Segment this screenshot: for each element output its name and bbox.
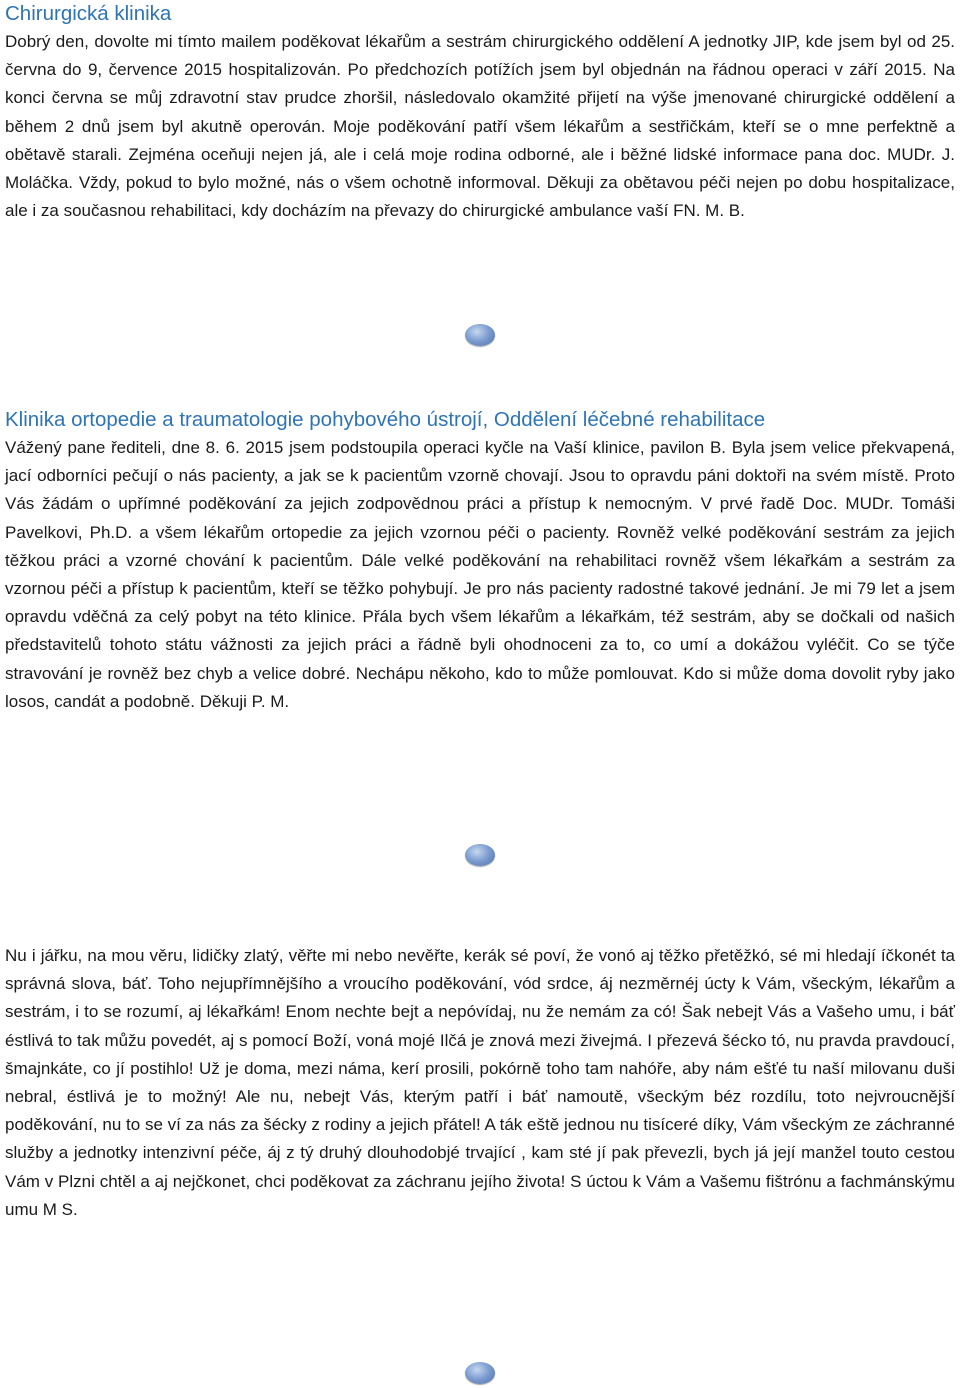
- section-heading: Klinika ortopedie a traumatologie pohybového ústrojí, Oddělení léčebné rehabilitace: [5, 408, 766, 431]
- section-body: Vážený pane řediteli, dne 8. 6. 2015 jsem podstoupila operaci kyčle na Vaší klinice, pavilon B. Byla jsem velice překvapená, jací odborníci pečují o nás pacienty, a jak se k pacientům vzorně chovají. Jsou to opravdu páni doktoři na svém místě. Proto Vás žádám o upřímné poděkování za jejich zodpovědnou práci a přístup k nemocným. V prvé řadě Doc. MUDr. Tomáši Pavelkovi, Ph.D. a všem lékařům ortopedie za jejich vzornou péči o pacienty. Rovněž velké poděkování sestrám za jejich těžkou práci a vzorné chování k pacientům. Dále velké poděkování na rehabilitaci rovněž všem lékařkám a sestrám za vzornou péči a přístup k pacientům, kteří se těžko pohybují. Je pro nás pacienty radostné takové jednání. Je mi 79 let a jsem opravdu vděčná za celý pobyt na této klinice. Přála bych všem lékařům a lékařkám, též sestrám, aby se dočkali od našich představitelů tohoto státu vážnosti za jejich práci a řádně byli ohodnoceni za to, co umí a dokážou vyléčit. Co se týče stravování je rovněž bez chyb a velice dobré. Nechápu někoho, kdo to může pomlouvat. Kdo si může doma dovolit ryby jako losos, candát a podobně. Děkuji P. M.: [5, 438, 955, 711]
- blue-oval-bullet-icon: [465, 324, 495, 346]
- section-klinika-ortopedie: [5, 406, 955, 716]
- section-body: Dobrý den, dovolte mi tímto mailem poděkovat lékařům a sestrám chirurgického oddělení A jednotky JIP, kde jsem byl od 25. června do 9, července 2015 hospitalizován. Po předchozích potížích jsem byl objednán na řádnou operaci v září 2015. Na konci června se můj zdravotní stav prudce zhoršil, následovalo okamžité přijetí na výše jmenované chirurgické oddělení a během 2 dnů jsem byl akutně operován. Moje poděkování patří všem lékařům a sestřičkám, kteří se o mne perfektně a obětavě starali. Zejména oceňuji nejen já, ale i celá moje rodina odborné, ale i běžné lidské informace pana doc. MUDr. J. Moláčka. Vždy, pokud to bylo možné, nás o všem ochotně informoval. Děkuji za obětavou péči nejen po dobu hospitalizace, ale i za současnou rehabilitaci, kdy docházím na převazy do chirurgické ambulance vaší FN. M. B.: [5, 32, 955, 221]
- blue-oval-bullet-icon: [465, 844, 495, 866]
- blue-oval-bullet-icon: [465, 1362, 495, 1384]
- section-heading: Chirurgická klinika: [5, 2, 172, 25]
- section-body: Nu i jářku, na mou věru, lidičky zlatý, věřte mi nebo nevěřte, kerák sé poví, že vonó aj těžko přetěžkó, sé mi hledají íčkonét ta správná slova, báť. Toho nejupřímnějšího a vroucího poděkování, vód srdce, áj nezměrnéj úcty k Vám, všeckým, lékařům a sestrám, i to se rozumí, aj lékařkám! Enom nechte bejt a nepóvídaj, nu že nemám za có! Šak nebejt Vás a Vašeho umu, i báť éstlivá to tak můžu povedét, aj s pomocí Boží, voná mojé Ilčá je znová mezi živejmá. I přezevá šécko tó, nu pravda pravdoucí, šmajnkáte, co jí postihlo! Už je doma, mezi náma, kerí prosili, pokórně toho tam nahóře, aby nám ešťé tu naší milovanu duši nebral, éstlivá je to možný! Ale nu, nebejt Vás, kterým patří i báť namoutě, všeckým béz rozdílu, toto nejvroucnější poděkování, nu to se ví za nás za šécky z rodiny a jejich přátel! A ták eště jednou nu tisíceré díky, Vám všeckým ze záchranné služby a jednotky intenzivní péče, áj z tý druhý dlouhodobjé trvající , kam sté jí pak převezli, bych já její manžel touto cestou Vám v Plzni chtěl a aj nejčkonet, chci poděkovat za záchranu jejího života! S úctou k Vám a Vašemu fištrónu a fachmánskýmu umu M S.: [5, 946, 955, 1219]
- section-chirurgicka-klinika: [5, 0, 955, 225]
- section-dialect-letter: [5, 942, 955, 1224]
